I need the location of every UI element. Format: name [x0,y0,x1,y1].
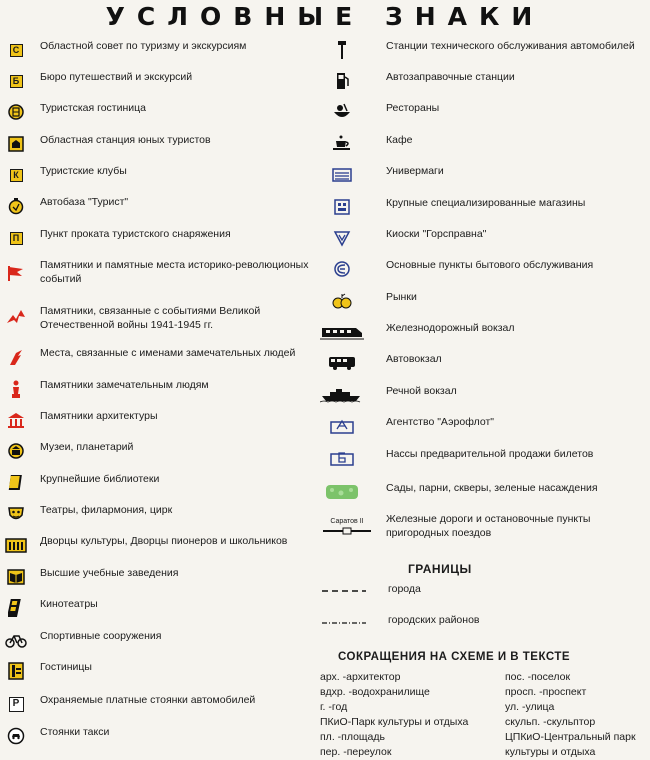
parking-icon: P [3,693,29,715]
legend-item [0,725,318,755]
legend-item [0,164,318,194]
war-monument-icon [3,306,29,328]
legend-item [320,227,650,257]
abbreviation: ПКиО-Парк культуры и отдыха [320,716,469,728]
tourist-hotel-icon [3,101,29,123]
legend-item [0,566,318,596]
university-icon [3,566,29,588]
young-tourists-station-icon [3,133,29,155]
ticket-office-icon [320,447,364,469]
city-border-label: города [388,583,421,595]
legend-item [0,629,318,659]
legend-label: Театры, филармония, цирк [40,504,173,516]
legend-label: Речной вокзал [386,385,457,397]
legend-item [320,290,650,320]
legend-label: Туристские клубы [40,165,127,177]
legend-label: Автобаза "Турист" [40,196,129,208]
legend-item [320,101,650,131]
legend-item [0,195,318,225]
legend-label: Областной совет по туризму и экскурсиям [40,40,247,52]
legend-label: Охраняемые платные стоянки автомобилей [40,694,256,706]
legend-item [320,481,650,511]
restaurant-icon [320,101,364,123]
legend-label: Спортивные сооружения [40,630,162,642]
theatre-icon [3,503,29,525]
legend-item [0,472,318,502]
legend-label: Памятники архитектуры [40,410,158,422]
aeroflot-icon [320,415,364,437]
bus-station-icon [320,352,364,374]
legend-label: Железнодорожный вокзал [386,322,515,334]
legend-item [320,415,650,445]
district-border-label: городских районов [388,614,480,626]
people-monument-icon [3,378,29,400]
abbreviation: пос. -поселок [505,671,571,683]
legend-label: Памятники замечательным людям [40,379,209,391]
hotel-icon [3,660,29,682]
legend-label: Железные дороги и остановочные пункты пригородных поездов [386,513,591,539]
legend-label: Кинотеатры [40,598,98,610]
legend-label: Кафе [386,134,413,146]
tourist-club-icon: К [3,164,29,186]
legend-label: Крупные специализированные магазины [386,197,586,209]
specialized-store-icon [320,196,364,218]
architecture-monument-icon [3,409,29,431]
rental-point-icon: П [3,227,29,249]
palace-of-culture-icon [3,534,29,556]
legend-item [320,133,650,163]
market-icon [320,290,364,312]
legend-item [0,101,318,131]
city-border-line [322,583,366,593]
travel-bureau-icon: Б [3,70,29,92]
legend-item [0,660,318,690]
cafe-icon [320,133,364,155]
oblast-council-icon: С [3,39,29,61]
legend-item [320,258,650,288]
kiosk-icon [320,227,364,249]
abbreviation: скульп. -скульптор [505,716,596,728]
abbreviations-col2 [505,670,636,760]
autobase-icon [3,195,29,217]
legend-label: Гостиницы [40,661,92,673]
legend-label: Станции технического обслуживания автомобилей [386,40,635,52]
river-station-icon [320,384,364,406]
gas-station-icon [320,70,364,92]
legend-label: Туристская гостиница [40,102,146,114]
legend-label: Нассы предварительной продажи билетов [386,448,594,460]
legend-item [320,447,650,477]
legend-item [320,512,650,548]
legend-item [320,164,650,194]
page-title: УСЛОВНЫЕ ЗНАКИ [105,2,545,31]
legend-label: Сады, парни, скверы, зеленые насаждения [386,482,598,494]
park-icon [320,481,364,503]
legend-item [0,409,318,439]
station-sign: Саратов II [330,518,364,525]
abbreviations-col1 [320,670,468,760]
legend-item [0,258,318,298]
legend-label: Областная станция юных туристов [40,134,211,146]
legend-item [0,378,318,408]
legend-item [0,346,318,376]
railroad-icon [322,512,372,542]
legend-label: Агентство "Аэрофлот" [386,416,495,428]
legend-label: Стоянки такси [40,726,110,738]
legend-item [0,39,318,69]
museum-icon [3,440,29,462]
legend-item [0,693,318,723]
revolution-monument-icon [3,262,29,284]
legend-item [320,39,650,69]
abbreviation: г. -год [320,701,348,713]
abbreviation: ЦПКиО-Центральный парк [505,731,636,743]
legend-label: Места, связанные с именами замечательных людей [40,347,296,359]
abbreviation: пер. -переулок [320,746,392,758]
legend-item [320,196,650,226]
borders-heading: ГРАНИЦЫ [408,562,472,576]
legend-label: Автовокзал [386,353,442,365]
district-border-line [322,615,366,625]
legend-item [0,440,318,470]
legend-item [0,534,318,564]
legend-label: Бюро путешествий и экскурсий [40,71,193,83]
legend-label: Памятники, связанные с событиями Великой Отечественной войны 1941-1945 гг. [40,305,261,331]
car-service-icon [320,39,364,61]
legend-item [0,503,318,533]
consumer-services-icon [320,258,364,280]
legend-item [0,70,318,100]
taxi-icon [3,725,29,747]
abbreviation: просп. -проспект [505,686,587,698]
legend-item [320,384,650,414]
legend-label: Киоски "Горсправна" [386,228,487,240]
legend-label: Автозаправочные станции [386,71,515,83]
abbreviation: культуры и отдыха [505,746,596,758]
legend-label: Дворцы культуры, Дворцы пионеров и школьников [40,535,288,547]
sports-icon [3,629,29,651]
legend-label: Основные пункты бытового обслуживания [386,259,594,271]
legend-item [320,321,650,351]
legend-label: Универмаги [386,165,444,177]
abbreviation: ул. -улица [505,701,555,713]
legend-item [0,133,318,163]
abbreviation: арх. -архитектор [320,671,401,683]
abbreviation: пл. -площадь [320,731,385,743]
legend-label: Пункт проката туристского снаряжения [40,228,231,240]
legend-label: Рынки [386,291,417,303]
railway-station-icon [320,321,364,343]
famous-people-place-icon [3,346,29,368]
legend-item [320,70,650,100]
legend-label: Музеи, планетарий [40,441,134,453]
library-icon [3,472,29,494]
legend-item [0,227,318,257]
legend-item [0,304,318,344]
legend-item [320,352,650,382]
cinema-icon [3,597,29,619]
legend-label: Памятники и памятные места историко-революционых событий [40,259,309,285]
legend-label: Крупнейшие библиотеки [40,473,160,485]
department-store-icon [320,164,364,186]
legend-label: Рестораны [386,102,440,114]
abbreviation: вдхр. -водохранилище [320,686,430,698]
legend-item [0,597,318,627]
abbreviations-heading: СОКРАЩЕНИЯ НА СХЕМЕ И В ТЕКСТЕ [338,651,571,663]
legend-label: Высшие учебные заведения [40,567,179,579]
